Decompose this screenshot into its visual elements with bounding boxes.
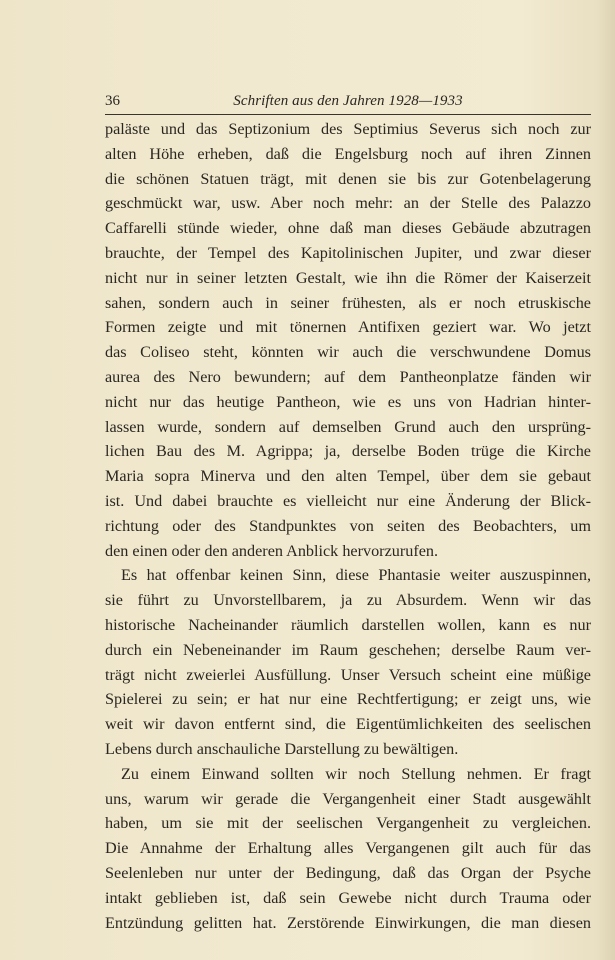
text-line: Formen zeigte und mit tönernen Antifixen geziert war. Wo jetzt — [105, 318, 591, 337]
text-line: geschmückt war, usw. Aber noch mehr: an der Stelle des Palazzo — [105, 194, 591, 213]
text-line: lassen wurde, sondern auf demselben Grund auch den ursprüng- — [105, 417, 591, 436]
text-line: Zu einem Einwand sollten wir noch Stellung nehmen. Er fragt — [121, 764, 591, 783]
text-line: ist. Und dabei brauchte es vielleicht nur eine Änderung der Blick- — [105, 491, 591, 510]
header-rule — [105, 114, 591, 115]
text-line: Lebens durch anschauliche Darstellung zu bewältigen. — [105, 739, 459, 758]
text-line: den einen oder den anderen Anblick hervorzurufen. — [105, 541, 439, 560]
text-line: alten Höhe erheben, daß die Engelsburg noch auf ihren Zinnen — [105, 144, 591, 163]
text-line: nicht nur in seiner letzten Gestalt, wie ihn die Römer der Kaiserzeit — [105, 268, 591, 287]
text-line: brauchte, der Tempel des Kapitolinischen Jupiter, und zwar dieser — [105, 243, 591, 262]
text-line: Die Annahme der Erhaltung alles Vergangenen gilt auch für das — [105, 839, 591, 858]
text-line: lichen Bau des M. Agrippa; ja, derselbe Boden trüge die Kirche — [105, 442, 591, 461]
text-line: sahen, sondern auch in seiner frühesten, als er noch etruskische — [105, 293, 591, 312]
text-line: das Coliseo steht, könnten wir auch die verschwundene Domus — [105, 343, 591, 362]
text-line: historische Nacheinander räumlich darstellen wollen, kann es nur — [105, 615, 591, 634]
text-line: richtung oder des Standpunktes von seiten des Beobachters, um — [105, 516, 591, 535]
text-line: Spielerei zu sein; er hat nur eine Rechtfertigung; er zeigt uns, wie — [105, 690, 591, 709]
text-line: sie führt zu Unvorstellbarem, ja zu Absurdem. Wenn wir das — [105, 591, 591, 610]
text-line: nicht nur das heutige Pantheon, wie es uns von Hadrian hinter- — [105, 392, 591, 411]
text-line: Es hat offenbar keinen Sinn, diese Phantasie weiter auszuspinnen, — [121, 566, 591, 585]
paragraph — [105, 762, 591, 936]
text-line: uns, warum wir gerade die Vergangenheit einer Stadt ausgewählt — [105, 789, 591, 808]
text-line: durch ein Nebeneinander im Raum geschehen; derselbe Raum ver- — [105, 640, 591, 659]
paragraph — [105, 117, 591, 563]
text-line: Entzündung gelitten hat. Zerstörende Einwirkungen, die man diesen — [105, 913, 591, 932]
text-line: Seelenleben nur unter der Bedingung, daß das Organ der Psyche — [105, 863, 591, 882]
text-line: intakt geblieben ist, daß sein Gewebe nicht durch Trauma oder — [105, 888, 591, 907]
paragraph — [105, 563, 591, 761]
text-line: haben, um sie mit der seelischen Vergangenheit zu vergleichen. — [105, 814, 591, 833]
text-line: weit wir davon entfernt sind, die Eigentümlichkeiten des seelischen — [105, 715, 591, 734]
text-line: Maria sopra Minerva und den alten Tempel, über dem sie gebaut — [105, 467, 591, 486]
body-text — [105, 117, 591, 935]
text-line: die schönen Statuen trägt, mit denen sie bis zur Gotenbelagerung — [105, 169, 591, 188]
text-line: aurea des Nero bewundern; auf dem Pantheonplatze fänden wir — [105, 367, 591, 386]
page-number: 36 — [105, 93, 120, 109]
text-line: Caffarelli stünde wieder, ohne daß man dieses Gebäude abzutragen — [105, 219, 591, 238]
text-line: paläste und das Septizonium des Septimius Severus sich noch zur — [105, 120, 591, 138]
text-line: trägt nicht zweierlei Ausfüllung. Unser Versuch scheint eine müßige — [105, 665, 591, 684]
running-head — [105, 93, 591, 113]
running-title: Schriften aus den Jahren 1928—1933 — [233, 93, 463, 109]
